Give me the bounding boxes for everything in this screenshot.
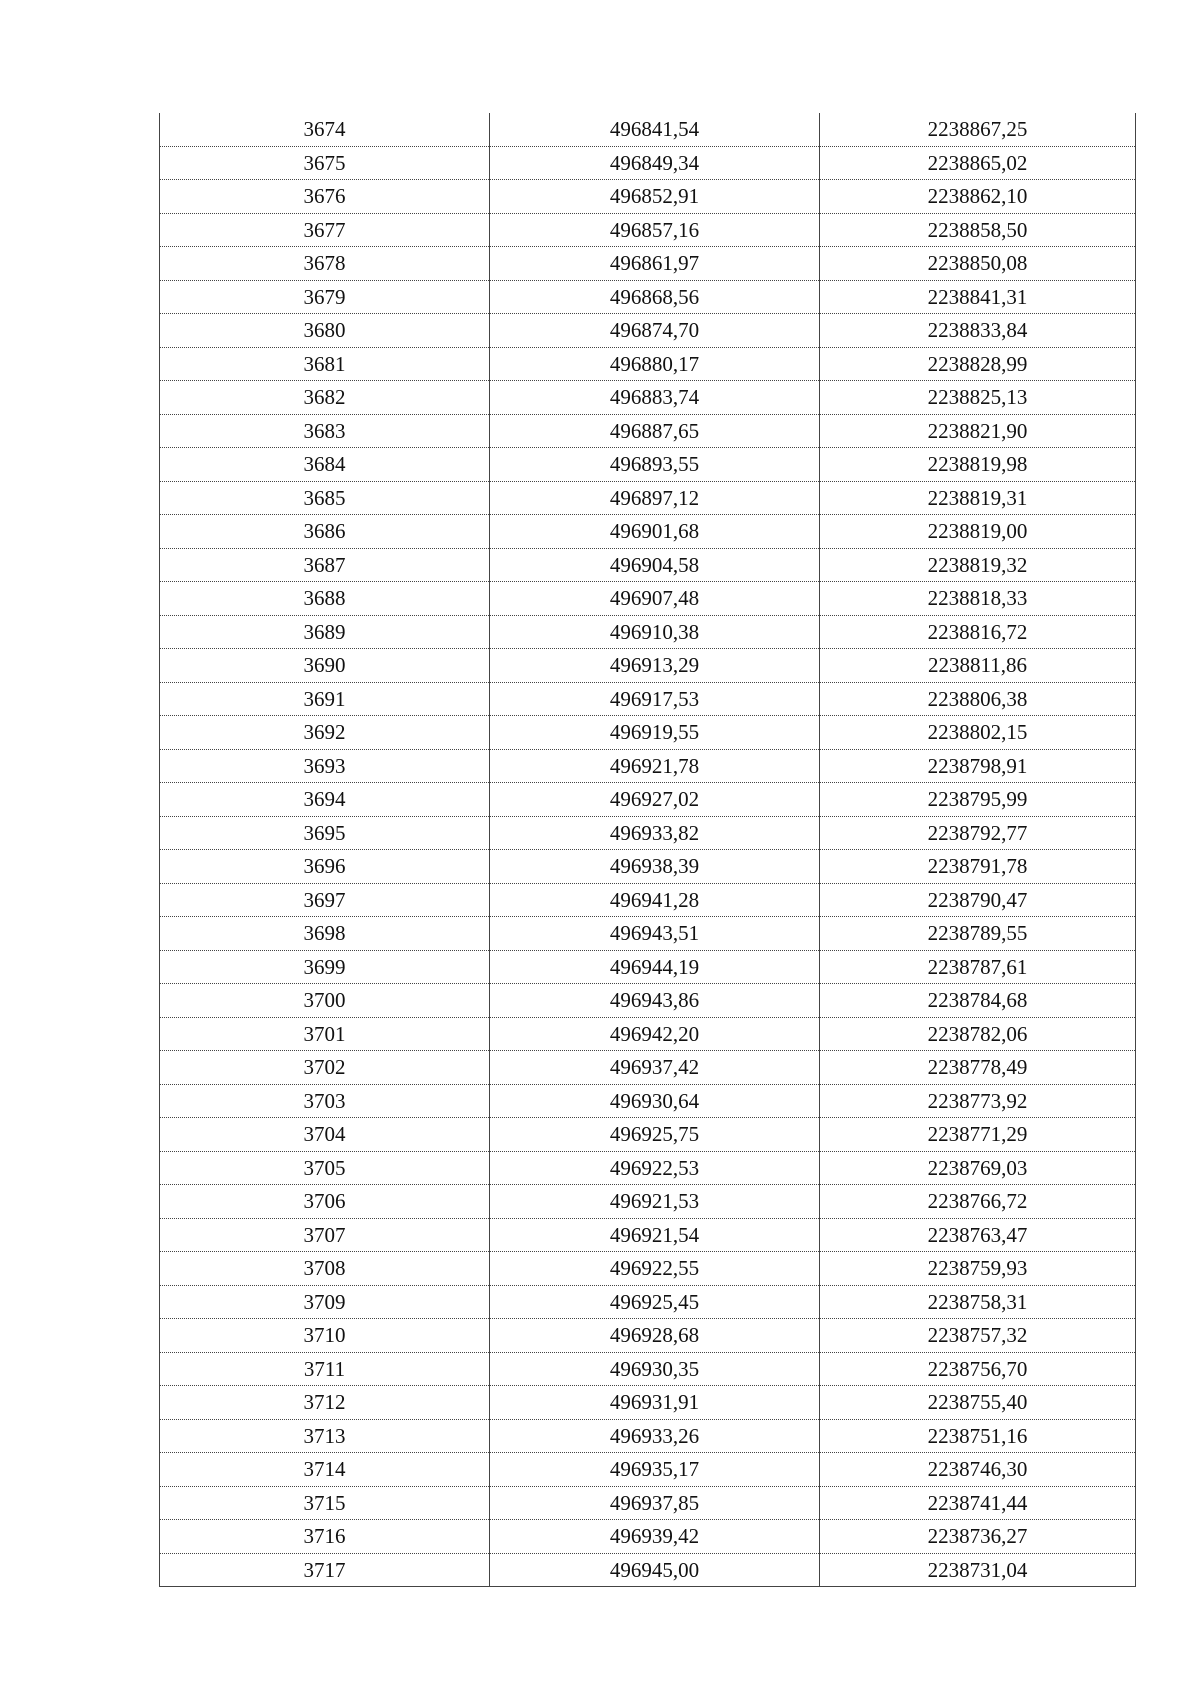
x-coordinate-cell: 496849,34 bbox=[490, 146, 820, 180]
x-coordinate-cell: 496921,78 bbox=[490, 749, 820, 783]
y-coordinate-cell: 2238784,68 bbox=[820, 984, 1136, 1018]
table-row bbox=[160, 1151, 1136, 1185]
y-coordinate-cell: 2238792,77 bbox=[820, 816, 1136, 850]
table-row bbox=[160, 1520, 1136, 1554]
y-coordinate-cell: 2238798,91 bbox=[820, 749, 1136, 783]
x-coordinate-cell: 496935,17 bbox=[490, 1453, 820, 1487]
y-coordinate-cell: 2238789,55 bbox=[820, 917, 1136, 951]
x-coordinate-cell: 496939,42 bbox=[490, 1520, 820, 1554]
table-row bbox=[160, 682, 1136, 716]
table-row bbox=[160, 515, 1136, 549]
table-row bbox=[160, 180, 1136, 214]
y-coordinate-cell: 2238795,99 bbox=[820, 783, 1136, 817]
x-coordinate-cell: 496861,97 bbox=[490, 247, 820, 281]
table-row bbox=[160, 1419, 1136, 1453]
x-coordinate-cell: 496938,39 bbox=[490, 850, 820, 884]
table-row bbox=[160, 749, 1136, 783]
x-coordinate-cell: 496921,53 bbox=[490, 1185, 820, 1219]
table-row bbox=[160, 548, 1136, 582]
point-number-cell: 3691 bbox=[160, 682, 490, 716]
x-coordinate-cell: 496930,64 bbox=[490, 1084, 820, 1118]
x-coordinate-cell: 496913,29 bbox=[490, 649, 820, 683]
point-number-cell: 3709 bbox=[160, 1285, 490, 1319]
table-row bbox=[160, 1285, 1136, 1319]
table-row bbox=[160, 247, 1136, 281]
x-coordinate-cell: 496928,68 bbox=[490, 1319, 820, 1353]
coordinates-table bbox=[159, 113, 1136, 1587]
x-coordinate-cell: 496921,54 bbox=[490, 1218, 820, 1252]
table-row bbox=[160, 984, 1136, 1018]
y-coordinate-cell: 2238757,32 bbox=[820, 1319, 1136, 1353]
table-row bbox=[160, 1051, 1136, 1085]
table-row bbox=[160, 850, 1136, 884]
point-number-cell: 3715 bbox=[160, 1486, 490, 1520]
y-coordinate-cell: 2238759,93 bbox=[820, 1252, 1136, 1286]
y-coordinate-cell: 2238773,92 bbox=[820, 1084, 1136, 1118]
x-coordinate-cell: 496901,68 bbox=[490, 515, 820, 549]
y-coordinate-cell: 2238771,29 bbox=[820, 1118, 1136, 1152]
x-coordinate-cell: 496931,91 bbox=[490, 1386, 820, 1420]
y-coordinate-cell: 2238867,25 bbox=[820, 113, 1136, 146]
point-number-cell: 3713 bbox=[160, 1419, 490, 1453]
x-coordinate-cell: 496868,56 bbox=[490, 280, 820, 314]
point-number-cell: 3700 bbox=[160, 984, 490, 1018]
table-row bbox=[160, 1084, 1136, 1118]
table-row bbox=[160, 1185, 1136, 1219]
y-coordinate-cell: 2238782,06 bbox=[820, 1017, 1136, 1051]
point-number-cell: 3684 bbox=[160, 448, 490, 482]
table-row bbox=[160, 1118, 1136, 1152]
x-coordinate-cell: 496917,53 bbox=[490, 682, 820, 716]
table-row bbox=[160, 783, 1136, 817]
y-coordinate-cell: 2238858,50 bbox=[820, 213, 1136, 247]
point-number-cell: 3704 bbox=[160, 1118, 490, 1152]
point-number-cell: 3707 bbox=[160, 1218, 490, 1252]
x-coordinate-cell: 496910,38 bbox=[490, 615, 820, 649]
x-coordinate-cell: 496945,00 bbox=[490, 1553, 820, 1587]
y-coordinate-cell: 2238790,47 bbox=[820, 883, 1136, 917]
table-row bbox=[160, 1386, 1136, 1420]
point-number-cell: 3716 bbox=[160, 1520, 490, 1554]
y-coordinate-cell: 2238816,72 bbox=[820, 615, 1136, 649]
point-number-cell: 3689 bbox=[160, 615, 490, 649]
table-row bbox=[160, 816, 1136, 850]
y-coordinate-cell: 2238825,13 bbox=[820, 381, 1136, 415]
table-row bbox=[160, 1017, 1136, 1051]
table-row bbox=[160, 615, 1136, 649]
y-coordinate-cell: 2238736,27 bbox=[820, 1520, 1136, 1554]
x-coordinate-cell: 496880,17 bbox=[490, 347, 820, 381]
point-number-cell: 3701 bbox=[160, 1017, 490, 1051]
y-coordinate-cell: 2238769,03 bbox=[820, 1151, 1136, 1185]
point-number-cell: 3676 bbox=[160, 180, 490, 214]
x-coordinate-cell: 496887,65 bbox=[490, 414, 820, 448]
x-coordinate-cell: 496925,45 bbox=[490, 1285, 820, 1319]
x-coordinate-cell: 496937,42 bbox=[490, 1051, 820, 1085]
point-number-cell: 3683 bbox=[160, 414, 490, 448]
x-coordinate-cell: 496944,19 bbox=[490, 950, 820, 984]
y-coordinate-cell: 2238811,86 bbox=[820, 649, 1136, 683]
point-number-cell: 3688 bbox=[160, 582, 490, 616]
point-number-cell: 3693 bbox=[160, 749, 490, 783]
point-number-cell: 3703 bbox=[160, 1084, 490, 1118]
y-coordinate-cell: 2238758,31 bbox=[820, 1285, 1136, 1319]
table-row bbox=[160, 146, 1136, 180]
table-row bbox=[160, 950, 1136, 984]
y-coordinate-cell: 2238806,38 bbox=[820, 682, 1136, 716]
x-coordinate-cell: 496937,85 bbox=[490, 1486, 820, 1520]
y-coordinate-cell: 2238833,84 bbox=[820, 314, 1136, 348]
x-coordinate-cell: 496893,55 bbox=[490, 448, 820, 482]
table-row bbox=[160, 649, 1136, 683]
point-number-cell: 3674 bbox=[160, 113, 490, 146]
y-coordinate-cell: 2238802,15 bbox=[820, 716, 1136, 750]
x-coordinate-cell: 496925,75 bbox=[490, 1118, 820, 1152]
point-number-cell: 3681 bbox=[160, 347, 490, 381]
y-coordinate-cell: 2238821,90 bbox=[820, 414, 1136, 448]
y-coordinate-cell: 2238862,10 bbox=[820, 180, 1136, 214]
y-coordinate-cell: 2238778,49 bbox=[820, 1051, 1136, 1085]
point-number-cell: 3694 bbox=[160, 783, 490, 817]
table-row bbox=[160, 883, 1136, 917]
point-number-cell: 3695 bbox=[160, 816, 490, 850]
y-coordinate-cell: 2238818,33 bbox=[820, 582, 1136, 616]
x-coordinate-cell: 496930,35 bbox=[490, 1352, 820, 1386]
point-number-cell: 3705 bbox=[160, 1151, 490, 1185]
y-coordinate-cell: 2238766,72 bbox=[820, 1185, 1136, 1219]
point-number-cell: 3679 bbox=[160, 280, 490, 314]
y-coordinate-cell: 2238787,61 bbox=[820, 950, 1136, 984]
x-coordinate-cell: 496883,74 bbox=[490, 381, 820, 415]
x-coordinate-cell: 496941,28 bbox=[490, 883, 820, 917]
coordinates-table-body bbox=[160, 113, 1136, 1587]
point-number-cell: 3717 bbox=[160, 1553, 490, 1587]
y-coordinate-cell: 2238819,32 bbox=[820, 548, 1136, 582]
table-row bbox=[160, 213, 1136, 247]
point-number-cell: 3680 bbox=[160, 314, 490, 348]
x-coordinate-cell: 496922,55 bbox=[490, 1252, 820, 1286]
y-coordinate-cell: 2238791,78 bbox=[820, 850, 1136, 884]
x-coordinate-cell: 496943,86 bbox=[490, 984, 820, 1018]
x-coordinate-cell: 496942,20 bbox=[490, 1017, 820, 1051]
point-number-cell: 3708 bbox=[160, 1252, 490, 1286]
y-coordinate-cell: 2238865,02 bbox=[820, 146, 1136, 180]
point-number-cell: 3687 bbox=[160, 548, 490, 582]
y-coordinate-cell: 2238751,16 bbox=[820, 1419, 1136, 1453]
x-coordinate-cell: 496897,12 bbox=[490, 481, 820, 515]
y-coordinate-cell: 2238819,31 bbox=[820, 481, 1136, 515]
point-number-cell: 3685 bbox=[160, 481, 490, 515]
table-row bbox=[160, 1553, 1136, 1587]
point-number-cell: 3710 bbox=[160, 1319, 490, 1353]
point-number-cell: 3698 bbox=[160, 917, 490, 951]
point-number-cell: 3675 bbox=[160, 146, 490, 180]
x-coordinate-cell: 496841,54 bbox=[490, 113, 820, 146]
y-coordinate-cell: 2238756,70 bbox=[820, 1352, 1136, 1386]
y-coordinate-cell: 2238746,30 bbox=[820, 1453, 1136, 1487]
point-number-cell: 3686 bbox=[160, 515, 490, 549]
y-coordinate-cell: 2238741,44 bbox=[820, 1486, 1136, 1520]
x-coordinate-cell: 496852,91 bbox=[490, 180, 820, 214]
table-row bbox=[160, 1486, 1136, 1520]
y-coordinate-cell: 2238828,99 bbox=[820, 347, 1136, 381]
table-row bbox=[160, 1252, 1136, 1286]
x-coordinate-cell: 496927,02 bbox=[490, 783, 820, 817]
point-number-cell: 3714 bbox=[160, 1453, 490, 1487]
y-coordinate-cell: 2238819,98 bbox=[820, 448, 1136, 482]
point-number-cell: 3677 bbox=[160, 213, 490, 247]
point-number-cell: 3712 bbox=[160, 1386, 490, 1420]
table-row bbox=[160, 1453, 1136, 1487]
x-coordinate-cell: 496874,70 bbox=[490, 314, 820, 348]
point-number-cell: 3699 bbox=[160, 950, 490, 984]
y-coordinate-cell: 2238763,47 bbox=[820, 1218, 1136, 1252]
table-row bbox=[160, 1218, 1136, 1252]
y-coordinate-cell: 2238819,00 bbox=[820, 515, 1136, 549]
point-number-cell: 3692 bbox=[160, 716, 490, 750]
y-coordinate-cell: 2238731,04 bbox=[820, 1553, 1136, 1587]
y-coordinate-cell: 2238850,08 bbox=[820, 247, 1136, 281]
table-row bbox=[160, 1352, 1136, 1386]
x-coordinate-cell: 496907,48 bbox=[490, 582, 820, 616]
point-number-cell: 3706 bbox=[160, 1185, 490, 1219]
table-row bbox=[160, 280, 1136, 314]
table-row bbox=[160, 582, 1136, 616]
point-number-cell: 3682 bbox=[160, 381, 490, 415]
y-coordinate-cell: 2238841,31 bbox=[820, 280, 1136, 314]
table-row bbox=[160, 113, 1136, 146]
point-number-cell: 3702 bbox=[160, 1051, 490, 1085]
x-coordinate-cell: 496933,82 bbox=[490, 816, 820, 850]
table-row bbox=[160, 381, 1136, 415]
table-row bbox=[160, 716, 1136, 750]
table-row bbox=[160, 448, 1136, 482]
point-number-cell: 3690 bbox=[160, 649, 490, 683]
table-row bbox=[160, 1319, 1136, 1353]
x-coordinate-cell: 496922,53 bbox=[490, 1151, 820, 1185]
table-row bbox=[160, 347, 1136, 381]
y-coordinate-cell: 2238755,40 bbox=[820, 1386, 1136, 1420]
x-coordinate-cell: 496904,58 bbox=[490, 548, 820, 582]
table-row bbox=[160, 917, 1136, 951]
table-row bbox=[160, 481, 1136, 515]
table-row bbox=[160, 314, 1136, 348]
point-number-cell: 3711 bbox=[160, 1352, 490, 1386]
table-row bbox=[160, 414, 1136, 448]
point-number-cell: 3678 bbox=[160, 247, 490, 281]
point-number-cell: 3696 bbox=[160, 850, 490, 884]
point-number-cell: 3697 bbox=[160, 883, 490, 917]
x-coordinate-cell: 496943,51 bbox=[490, 917, 820, 951]
x-coordinate-cell: 496933,26 bbox=[490, 1419, 820, 1453]
x-coordinate-cell: 496919,55 bbox=[490, 716, 820, 750]
x-coordinate-cell: 496857,16 bbox=[490, 213, 820, 247]
